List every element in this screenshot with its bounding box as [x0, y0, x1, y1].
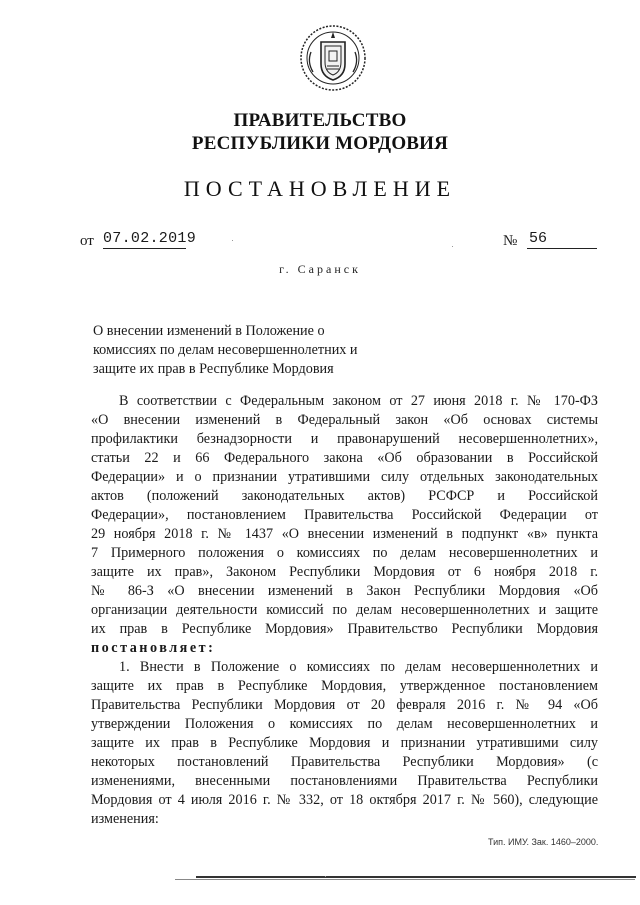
item1-line: Правительства Республики Мордовия от 20 февраля 2016 г. № 94 «Об — [91, 697, 598, 713]
resolves-line — [91, 639, 598, 658]
body-line: 7 Примерного положения о комиссиях по делам несовершеннолетних и — [91, 545, 598, 561]
body-line: «О внесении изменений в Федеральный закон «Об основах системы — [91, 412, 598, 428]
item1-line: изменениями, внесенными постановлениями Правительства Республики — [91, 773, 598, 789]
item1-line: изменения: — [91, 811, 159, 827]
body-line: актов (положений законодательных актов) РСФСР и Российской — [91, 488, 598, 504]
document-type-title: ПОСТАНОВЛЕНИЕ — [183, 176, 457, 201]
document-number: 56 — [527, 230, 597, 249]
item1-line: Мордовия от 4 июля 2016 г. № 332, от 18 октября 2017 г. № 560), следующие — [91, 792, 598, 808]
resolves-word: постановляет: — [91, 640, 216, 656]
scan-speck — [452, 246, 453, 247]
body-line: статьи 22 и 66 Федерального закона «Об образовании в Российской — [91, 450, 598, 466]
subject-line: О внесении изменений в Положение о — [93, 323, 325, 339]
body-line: 29 ноября 2018 г. № 1437 «О внесении изменений в подпункт «в» пункта — [91, 526, 598, 542]
government-title-line1: ПРАВИТЕЛЬСТВО — [233, 110, 407, 131]
date-label: от — [80, 233, 94, 249]
footer-rule-thin — [175, 879, 635, 880]
item1-line: некоторых постановлений Правительства Республики Мордовия» (с — [91, 754, 598, 770]
body-line: профилактики безнадзорности и правонарушений несовершеннолетних», — [91, 431, 598, 447]
body-line: их прав в Республике Мордовия» Правительство Республики Мордовия — [91, 621, 598, 637]
body-line: Федерации» и о признании утратившими силу отдельных законодательных — [91, 469, 598, 485]
item1-line: 1. Внести в Положение о комиссиях по делам несовершеннолетних и — [119, 659, 598, 675]
subject-line: комиссиях по делам несовершеннолетних и — [93, 342, 358, 358]
body-line: В соответствии с Федеральным законом от 27 июня 2018 г. № 170-ФЗ — [119, 393, 598, 409]
body-line: защите их прав», Законом Республики Мордовия от 6 ноября 2018 г. — [91, 564, 598, 580]
footer-rule — [196, 876, 636, 878]
city-line: г. Саранск — [279, 262, 361, 276]
body-line: организации деятельности комиссий по делам несовершеннолетних и защите — [91, 602, 598, 618]
body-line: Федерации», постановлением Правительства Российской Федерации от — [91, 507, 598, 523]
item1-line: защите их прав в Республике Мордовия и признании утратившими силу — [91, 735, 598, 751]
print-mark: Тип. ИМУ. Зак. 1460–2000. — [488, 837, 599, 847]
scan-speck — [325, 876, 326, 877]
scan-speck — [232, 240, 233, 241]
document-date: 07.02.2019 — [103, 230, 197, 247]
item1-line: защите их прав в Республике Мордовия, утвержденное постановлением — [91, 678, 598, 694]
item1-line: утверждении Положения о комиссиях по делам несовершеннолетних и — [91, 716, 598, 732]
document-body — [91, 392, 598, 829]
body-line: № 86-З «О внесении изменений в Закон Республики Мордовия «Об — [91, 583, 598, 599]
document-subject — [93, 322, 393, 379]
subject-line: защите их прав в Республике Мордовия — [93, 361, 334, 377]
government-title-line2: РЕСПУБЛИКИ МОРДОВИЯ — [191, 133, 449, 154]
number-label: № — [503, 233, 518, 249]
coat-of-arms-emblem — [297, 22, 369, 94]
